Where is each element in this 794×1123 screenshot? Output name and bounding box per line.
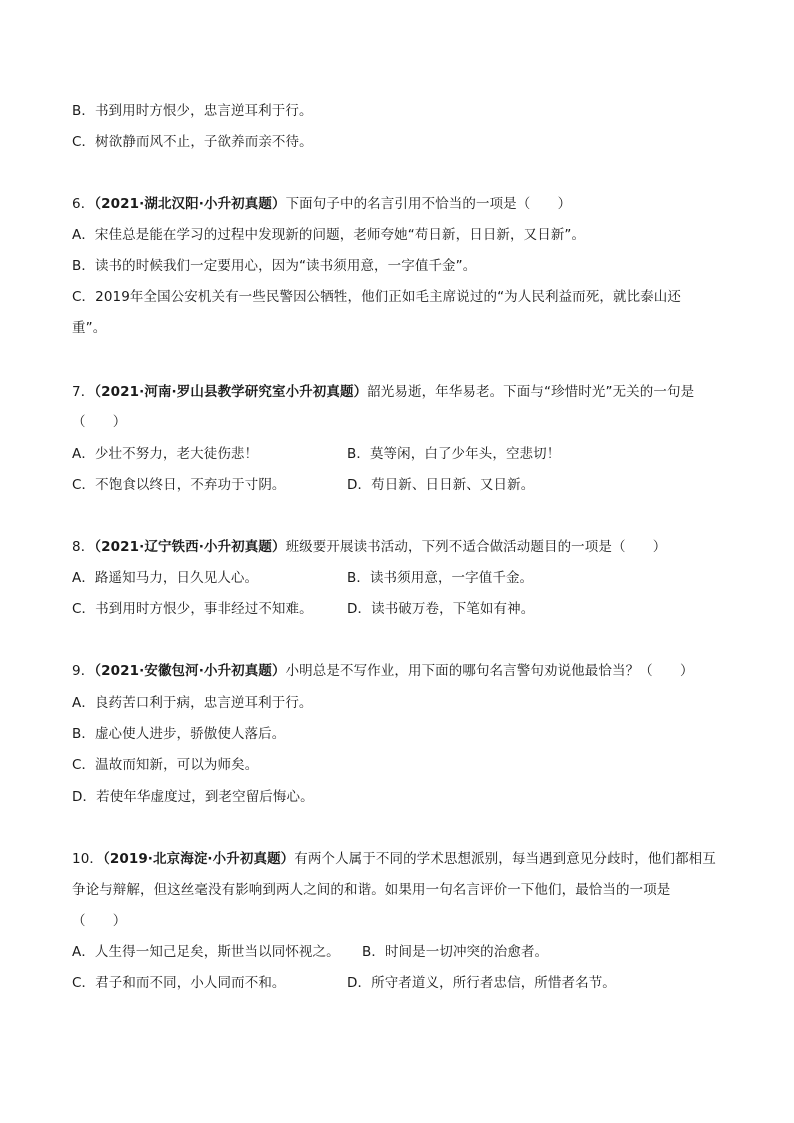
q7-answer-paren: （ ） (72, 414, 127, 430)
q9-question: 小明总是不写作业，用下面的哪句名言警句劝说他最恰当？（ ） (285, 663, 694, 679)
q6-question: 下面句子中的名言引用不恰当的一项是（ ） (285, 196, 572, 212)
q8-source: （2021·辽宁铁西·小升初真题） (94, 539, 286, 555)
q8-option-b: B．读书须用意，一字值千金。 (347, 570, 534, 586)
q9-option-d: D．若使年华虚度过，到老空留后悔心。 (72, 789, 314, 805)
q6-option-b: B．读书的时候我们一定要用心，因为“读书须用意，一字值千金”。 (72, 258, 477, 274)
q10-option-d: D．所守者道义，所行者忠信，所惜者名节。 (347, 975, 616, 991)
q6-option-c-line2: 重”。 (72, 320, 107, 336)
q6-source: （2021·湖北汉阳·小升初真题） (94, 196, 286, 212)
q6-option-c-line1: C．2019年全国公安机关有一些民警因公牺牲，他们正如毛主席说过的“为人民利益而死，就比泰山还 (72, 289, 681, 305)
q10-stem-line1 (72, 849, 732, 869)
q7-stem (72, 382, 732, 402)
q7-source: （2021·河南·罗山县教学研究室小升初真题） (94, 384, 368, 400)
q8-stem (72, 537, 732, 557)
q8-option-c: C．书到用时方恨少，事非经过不知难。 (72, 601, 313, 617)
q10-option-c: C．君子和而不同，小人同而不和。 (72, 975, 286, 991)
q7-question: 韶光易逝，年华易老。下面与“珍惜时光”无关的一句是 (367, 384, 695, 400)
q8-option-d: D．读书破万卷，下笔如有神。 (347, 601, 535, 617)
q9-option-b: B．虚心使人进步，骄傲使人落后。 (72, 726, 286, 742)
q8-option-a: A．路遥知马力，日久见人心。 (72, 570, 259, 586)
q5-option-c: C．树欲静而风不止，子欲养而亲不待。 (72, 134, 313, 150)
q10-answer-paren: （ ） (72, 913, 127, 929)
q7-option-b: B．莫等闲，白了少年头，空悲切！ (347, 446, 561, 462)
q9-option-c: C．温故而知新，可以为师矣。 (72, 757, 259, 773)
q7-option-d: D．苟日新、日日新、又日新。 (347, 477, 535, 493)
q6-option-a: A．宋佳总是能在学习的过程中发现新的问题，老师夸她“苟日新，日日新，又日新”。 (72, 227, 586, 243)
q6-number: 6． (72, 196, 95, 212)
q10-number: 10． (72, 851, 103, 867)
q8-number: 8． (72, 539, 95, 555)
q9-number: 9． (72, 663, 95, 679)
q9-source: （2021·安徽包河·小升初真题） (94, 663, 286, 679)
q8-question: 班级要开展读书活动，下列不适合做活动题目的一项是（ ） (285, 539, 667, 555)
q5-option-b: B．书到用时方恨少，忠言逆耳利于行。 (72, 103, 313, 119)
q10-stem-line2: 争论与辩解，但这丝毫没有影响到两人之间的和谐。如果用一句名言评价一下他们，最恰当的一项是 (72, 882, 671, 898)
q6-stem (72, 194, 732, 214)
q10-source: （2019·北京海淀·小升初真题） (102, 851, 295, 867)
q9-stem (72, 661, 732, 681)
q10-option-b: B．时间是一切冲突的治愈者。 (362, 944, 549, 960)
q7-number: 7． (72, 384, 95, 400)
q7-option-c: C．不饱食以终日，不弃功于寸阴。 (72, 477, 286, 493)
q10-question-part1: 有两个人属于不同的学术思想派别，每当遇到意见分歧时，他们都相互 (294, 851, 716, 867)
q9-option-a: A．良药苦口利于病，忠言逆耳利于行。 (72, 695, 313, 711)
q7-option-a: A．少壮不努力，老大徒伤悲！ (72, 446, 259, 462)
q10-option-a: A．人生得一知己足矣，斯世当以同怀视之。 (72, 944, 340, 960)
